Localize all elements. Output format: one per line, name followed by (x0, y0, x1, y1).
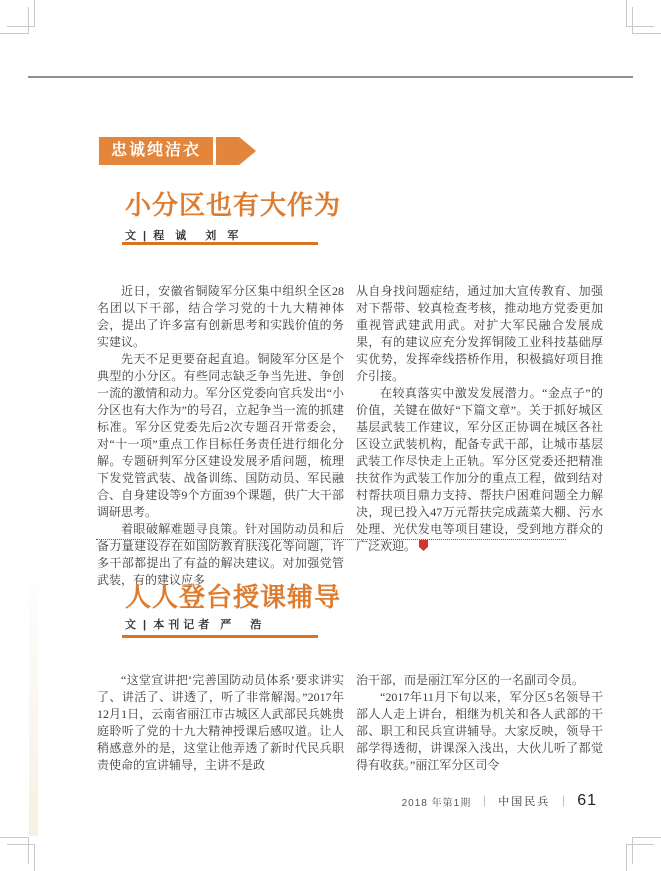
footer-separator: ｜ (479, 796, 491, 808)
column-badge-label: 忠诚纯洁衣 (99, 137, 213, 165)
paragraph: 着眼破解难题寻良策。针对国防动员和后备力量建设存在如国防教育肤浅化等问题，许多干部都提出了有益的解决建议。对加强党管武装，有的建议应多 (97, 522, 344, 587)
crop-mark-icon (0, 7, 29, 34)
article2-byline (125, 616, 265, 632)
page-spine-shade (29, 560, 38, 836)
page-top-rule (28, 76, 633, 78)
byline-prefix: 文 | (125, 619, 154, 631)
footer-separator: ｜ (558, 796, 570, 808)
article2-right-column (356, 672, 603, 774)
paragraph: 先天不足更要奋起直追。铜陵军分区是个典型的小分区。有些同志缺乏争当先进、争创一流的激情和动力。军分区党委向官兵发出“小分区也有大作为”的号召，立起争当一流的抓建标准。军分区党委先后2次专题召开常委会，对“十一项”重点工作目标任务责任进行细化分解。专题研判军分区建设发展矛盾问题，梳理下发党管武装、战备训练、国防动员、军民融合、自身建设等9个方面39个课题，供广大干部调研思考。 (97, 352, 344, 519)
article2-byline-rule (122, 635, 318, 638)
article-end-mark-icon (419, 540, 428, 551)
article1-body (97, 283, 603, 589)
article1-title: 小分区也有大作为 (125, 190, 342, 220)
crop-mark-icon (632, 837, 661, 864)
article1-byline-rule (122, 242, 318, 245)
paragraph: 在较真落实中激发发展潜力。“金点子”的价值，关键在做好“下篇文章”。关于抓好城区基层武装工作建议，军分区正协调在城区各社区设立武装机构，配备专武干部，让城市基层武装工作尽快走上正轨。军分区党委还把精准扶贫作为武装工作加分的重点工程，做到结对村帮扶项目鼎力支持、帮扶户困难问题全力解决，现已投入47万元帮扶完成蔬菜大棚、污水处理、光伏发电等项目建设，受到地方群众的广泛欢迎。 (356, 386, 603, 553)
article1-byline (125, 227, 242, 243)
article2-authors: 本刊记者 严 浩 (153, 619, 266, 631)
article2-body (97, 672, 603, 774)
article1-left-column (97, 283, 344, 589)
crop-mark-icon (0, 837, 29, 864)
paragraph: 治干部，而是丽江军分区的一名副司令员。 (356, 673, 585, 687)
footer-page-number: 61 (577, 792, 597, 809)
right-arrow-pennant-icon (216, 137, 256, 165)
footer-magazine-name: 中国民兵 (498, 796, 551, 808)
section-divider (96, 539, 566, 540)
article1-authors: 程 诚 刘 军 (153, 230, 243, 242)
article1-right-column (356, 283, 603, 589)
paragraph: 从自身找问题症结，通过加大宣传教育、加强对下帮带、较真检查考核，推动地方党委更加重视管武建武用武。对扩大军民融合发展成果，有的建议应充分发挥铜陵工业科技基础厚实优势，发挥牵线搭桥作用，积极搞好项目推介引接。 (356, 284, 603, 383)
paragraph: 近日，安徽省铜陵军分区集中组织全区28名团以下干部，结合学习党的十九大精神体会，提出了许多富有创新思考和实践价值的务实建议。 (97, 284, 344, 349)
crop-mark-icon (632, 7, 661, 34)
page-footer (402, 792, 597, 810)
byline-prefix: 文 | (125, 230, 154, 242)
article2-left-column (97, 672, 344, 774)
column-badge (99, 137, 256, 165)
paragraph: “这堂宣讲把‘完善国防动员体系’要求讲实了、讲活了、讲透了，听了非常解渴。”2017年12月1日，云南省丽江市古城区人武部民兵姚贵庭聆听了党的十九大精神授课后感叹道。让人稍感意外的是，这堂让他弄透了新时代民兵职责使命的宣讲辅导，主讲不是政 (97, 673, 344, 772)
paragraph: “2017年11月下旬以来，军分区5名领导干部人人走上讲台，相继为机关和各人武部的干部、职工和民兵宣讲辅导。大家反映，领导干部学得透彻，讲课深入浅出，大伙儿听了都觉得有收获。”丽江军分区司令 (356, 690, 603, 772)
article2-title: 人人登台授课辅导 (125, 582, 342, 612)
footer-issue: 2018 年第1期 (401, 797, 472, 809)
